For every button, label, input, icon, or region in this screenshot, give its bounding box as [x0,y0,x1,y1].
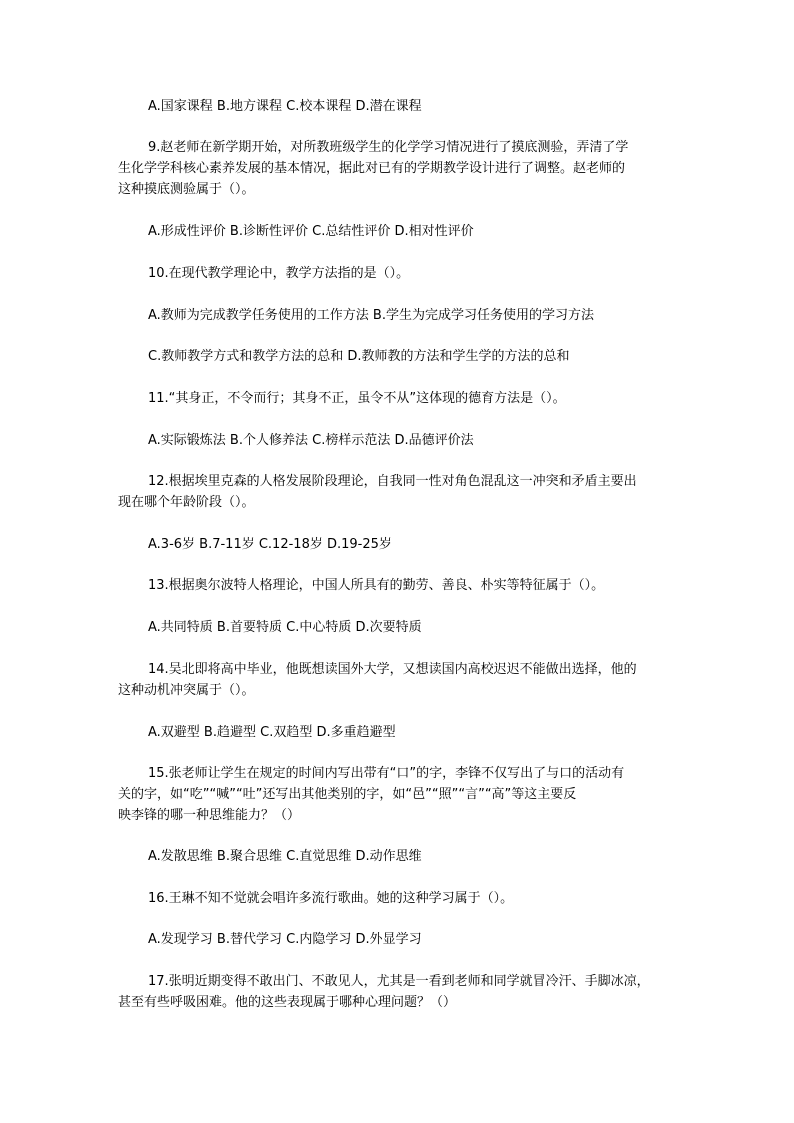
q11-options: A.实际锻炼法 B.个人修养法 C.榜样示范法 D.品德评价法 [148,433,474,448]
question-14-line-1: 14.吴北即将高中毕业，他既想读国外大学，又想读国内高校迟迟不能做出选择，他的 [148,662,637,677]
q12-options: A.3-6岁 B.7-11岁 C.12-18岁 D.19-25岁 [148,537,392,552]
question-15-line-2: 关的字，如“吃”“喊”“吐”还写出其他类别的字，如“邑”“照”“言”“高”等这主要反 [118,787,577,802]
question-15-line-1: 15.张老师让学生在规定的时间内写出带有“口”的字，李锋不仅写出了与口的活动有 [148,766,625,781]
question-17 [118,971,688,1013]
question-16 [118,888,688,909]
question-13 [118,575,688,596]
question-9 [118,137,688,200]
q8-options: A.国家课程 B.地方课程 C.校本课程 D.潜在课程 [148,99,422,114]
question-9-line-1: 9.赵老师在新学期开始，对所教班级学生的化学学习情况进行了摸底测验，弄清了学 [148,140,629,155]
question-11 [118,388,688,409]
question-15-line-3: 映李锋的哪一种思维能力？（） [118,808,301,823]
q9-options: A.形成性评价 B.诊断性评价 C.总结性评价 D.相对性评价 [148,224,474,239]
question-17-line-1: 17.张明近期变得不敢出门、不敢见人，尤其是一看到老师和同学就冒冷汗、手脚冰凉， [148,974,650,989]
question-12 [118,471,688,513]
question-13-line-1: 13.根据奥尔波特人格理论，中国人所具有的勤劳、善良、朴实等特征属于（）。 [148,578,605,593]
q10-options-ab: A.教师为完成教学任务使用的工作方法 B.学生为完成学习任务使用的学习方法 [148,308,594,323]
question-11-line-1: 11.“其身正，不令而行；其身不正，虽令不从”这体现的德育方法是（）。 [148,391,566,406]
q15-options: A.发散思维 B.聚合思维 C.直觉思维 D.动作思维 [148,849,422,864]
question-14-line-2: 这种动机冲突属于（）。 [118,683,255,698]
question-12-line-2: 现在哪个年龄阶段（）。 [118,495,255,510]
q16-options: A.发现学习 B.替代学习 C.内隐学习 D.外显学习 [148,932,422,947]
question-15 [118,763,688,826]
question-9-line-3: 这种摸底测验属于（）。 [118,182,255,197]
question-10-line-1: 10.在现代教学理论中，教学方法指的是（）。 [148,266,410,281]
question-12-line-1: 12.根据埃里克森的人格发展阶段理论，自我同一性对角色混乱这一冲突和矛盾主要出 [148,474,637,489]
question-16-line-1: 16.王琳不知不觉就会唱许多流行歌曲。她的这种学习属于（）。 [148,891,514,906]
q14-options: A.双避型 B.趋避型 C.双趋型 D.多重趋避型 [148,725,396,740]
question-10 [118,263,688,284]
question-9-line-2: 生化学学科核心素养发展的基本情况，据此对已有的学期教学设计进行了调整。赵老师的 [118,161,626,176]
question-17-line-2: 甚至有些呼吸困难。他的这些表现属于哪种心理问题？（） [118,995,457,1010]
q13-options: A.共同特质 B.首要特质 C.中心特质 D.次要特质 [148,620,422,635]
q10-options-cd: C.教师教学方式和教学方法的总和 D.教师教的方法和学生学的方法的总和 [148,349,570,364]
question-14 [118,659,688,701]
